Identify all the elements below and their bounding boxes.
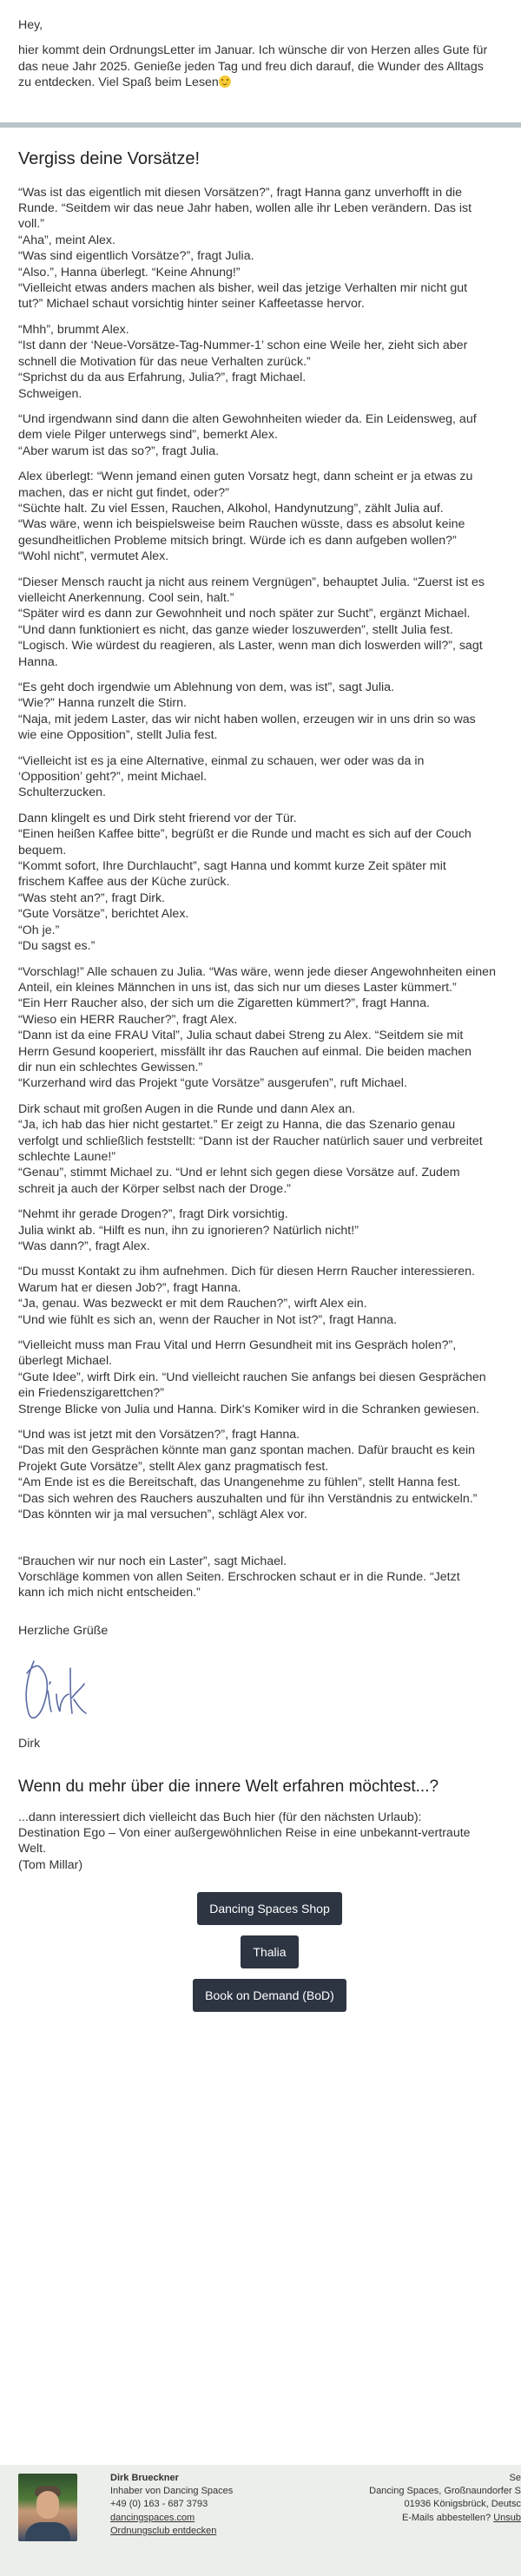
story-paragraph bbox=[18, 1101, 521, 1197]
footer-phone: +49 (0) 163 - 687 3793 bbox=[110, 2499, 208, 2510]
closing-line: kann ich mich nicht entscheiden.” bbox=[18, 1586, 201, 1600]
story-line: “Einen heißen Kaffee bitte”, begrüßt er die Runde und macht es sich auf der Couch bbox=[18, 827, 472, 842]
handwritten-signature bbox=[18, 1642, 88, 1729]
avatar bbox=[18, 2474, 77, 2541]
intro-line: das neue Jahr 2025. Genieße jeden Tag und freu dich darauf, die Wunder des Alltags bbox=[18, 59, 484, 74]
story-line: tut?” Michael schaut vorsichtig hinter seiner Kaffeetasse hervor. bbox=[18, 297, 365, 312]
story-line: “Ist dann der ‘Neue-Vorsätze-Tag-Nummer-1’ schon eine Weile her, zieht sich aber bbox=[18, 338, 468, 353]
story-paragraph bbox=[18, 575, 521, 670]
story-line: “Was sind eigentlich Vorsätze?”, fragt Julia. bbox=[18, 249, 254, 264]
story-line: gesundheitlichen Probleme mitsich bringt. Würde ich es dann aufgeben wollen?” bbox=[18, 533, 457, 548]
website-link[interactable]: dancingspaces.com bbox=[110, 2512, 195, 2523]
story-line: “Süchte halt. Zu viel Essen, Rauchen, Alkohol, Handynutzung”, zählt Julia auf. bbox=[18, 501, 444, 516]
closing-line: Vorschläge kommen von allen Seiten. Erschrocken schaut er in die Runde. “Jetzt bbox=[18, 1569, 460, 1584]
closing-paragraph bbox=[18, 1554, 521, 1601]
story-paragraph bbox=[18, 185, 521, 312]
book-line: Welt. bbox=[18, 1842, 47, 1856]
story-paragraph bbox=[18, 1206, 521, 1254]
story-line: Anteil, ein kleines Männchen in uns ist, das sich nur um dieses Laster kümmert.” bbox=[18, 980, 457, 995]
unsubscribe-line bbox=[347, 2512, 521, 2525]
story-line: “Oh je.” bbox=[18, 923, 60, 937]
dancing-spaces-shop-button[interactable]: Dancing Spaces Shop bbox=[197, 1892, 342, 1925]
book-paragraph bbox=[18, 1810, 521, 1874]
story-line: “Wohl nicht”, vermutet Alex. bbox=[18, 549, 169, 564]
story-line: “Am Ende ist es die Bereitschaft, das Unangenehme zu fühlen”, stellt Hanna fest. bbox=[18, 1475, 461, 1490]
story-line: schlechte Laune!” bbox=[18, 1149, 115, 1164]
story-paragraph bbox=[18, 322, 521, 402]
shop-buttons bbox=[18, 1892, 521, 2021]
story-line: schnell die Motivation für das neue Verhalten zurück.” bbox=[18, 354, 311, 369]
book-line: (Tom Millar) bbox=[18, 1857, 83, 1872]
story-line: “Aber warum ist das so?”, fragt Julia. bbox=[18, 444, 220, 458]
story-line: “Kurzerhand wird das Projekt “gute Vorsätze” ausgerufen”, ruft Michael. bbox=[18, 1076, 407, 1091]
story-body bbox=[18, 185, 521, 1523]
story-line: bequem. bbox=[18, 843, 67, 858]
story-line: “Später wird es dann zur Gewohnheit und noch später zur Sucht”, ergänzt Michael. bbox=[18, 607, 471, 621]
story-paragraph bbox=[18, 811, 521, 955]
footer-name: Dirk Brueckner bbox=[110, 2473, 179, 2483]
story-line: “Logisch. Wie würdest du reagieren, als Laster, wenn man dich loswerden will?”, sagt bbox=[18, 639, 483, 654]
story-line: “Was ist das eigentlich mit diesen Vorsätzen?”, fragt Hanna ganz unverhofft in die bbox=[18, 185, 463, 200]
intro-line: hier kommt dein OrdnungsLetter im Januar. Ich wünsche dir von Herzen alles Gute für bbox=[18, 43, 488, 58]
story-line: voll.” bbox=[18, 217, 44, 232]
intro-line bbox=[18, 75, 521, 90]
story-line: “Ein Herr Raucher also, der sich um die Zigaretten kümmert?”, fragt Hanna. bbox=[18, 996, 430, 1011]
footer-address-line: Dancing Spaces, Großnaundorfer S bbox=[369, 2486, 521, 2497]
story-line: “Naja, mit jedem Laster, das wir nicht haben wollen, erzeugen wir in uns drin so was bbox=[18, 712, 476, 726]
story-line: überlegt Michael. bbox=[18, 1354, 113, 1369]
story-line: “Vielleicht muss man Frau Vital und Herrn Gesundheit mit ins Gespräch holen?”, bbox=[18, 1338, 457, 1353]
story-paragraph bbox=[18, 680, 521, 744]
signer-name: Dirk bbox=[18, 1737, 41, 1751]
story-line: “Kommt sofort, Ihre Durchlaucht”, sagt Hanna und kommt kurze Zeit später mit bbox=[18, 859, 446, 874]
story-line: “Und wie fühlt es sich an, wenn der Raucher in Not ist?”, fragt Hanna. bbox=[18, 1312, 398, 1327]
story-paragraph bbox=[18, 411, 521, 459]
story-line: Dirk schaut mit großen Augen in die Runde und dann Alex an. bbox=[18, 1101, 356, 1116]
email-footer bbox=[0, 2465, 521, 2576]
story-line: “Du sagst es.” bbox=[18, 939, 96, 954]
story-line: frischem Kaffee aus der Küche zurück. bbox=[18, 875, 230, 890]
footer-right-top: Se bbox=[509, 2473, 521, 2483]
story-paragraph bbox=[18, 753, 521, 801]
intro-text: zu entdecken. Viel Spaß beim Lesen bbox=[18, 76, 219, 90]
story-line: machen, das er nicht gut findet, oder?” bbox=[18, 485, 229, 500]
story-line: “Was steht an?”, fragt Dirk. bbox=[18, 890, 165, 905]
story-line: “Das sich wehren des Rauchers auszuhalten und für ihn Verständnis zu entwickeln.” bbox=[18, 1491, 478, 1506]
story-line: vielleicht Anerkennung. Cool sein, halt.” bbox=[18, 590, 234, 605]
story-line: Herrn Gesund kooperiert, missfällt ihr das Rauchen auf einmal. Die beiden machen bbox=[18, 1044, 472, 1059]
signature-image bbox=[18, 1642, 521, 1731]
book-heading: Wenn du mehr über die innere Welt erfahren möchtest...? bbox=[18, 1777, 439, 1796]
story-line: Projekt Gute Vorsätze”, stellt Alex ganz pragmatisch fest. bbox=[18, 1459, 329, 1474]
story-line: Runde. “Seitdem wir das neue Jahr haben, wollen alle ihr Leben verändern. Das ist bbox=[18, 201, 472, 216]
story-paragraph bbox=[18, 1337, 521, 1417]
story-line: dem viele Pilger unterwegs sind”, bemerkt Alex. bbox=[18, 428, 278, 443]
story-line: Warum hat er diesen Job?”, fragt Hanna. bbox=[18, 1280, 241, 1295]
story-line: Schulterzucken. bbox=[18, 785, 106, 800]
story-line: Alex überlegt: “Wenn jemand einen guten Vorsatz hegt, dann scheint er ja etwas zu bbox=[18, 470, 473, 484]
story-line: dir nun ein schlechtes Gewissen.” bbox=[18, 1060, 203, 1074]
story-paragraph bbox=[18, 469, 521, 564]
story-line: “Gute Idee”, wirft Dirk ein. “Und vielleicht rauchen Sie anfangs bei diesen Gesprächen bbox=[18, 1370, 486, 1384]
story-line: “Es geht doch irgendwie um Ablehnung von dem, was ist”, sagt Julia. bbox=[18, 680, 394, 694]
story-line: “Vorschlag!” Alle schauen zu Julia. “Was wäre, wenn jede dieser Angewohnheiten einen bbox=[18, 964, 496, 979]
story-line: “Und dann funktioniert es nicht, das ganze wieder loszuwerden”, stellt Julia fest. bbox=[18, 622, 453, 637]
story-line: “Was dann?”, fragt Alex. bbox=[18, 1239, 150, 1253]
story-line: “Was wäre, wenn ich beispielsweise beim Rauchen wüsste, dass es absolut keine bbox=[18, 517, 465, 532]
story-line: Strenge Blicke von Julia und Hanna. Dirk's Komiker wird in die Schranken gewiesen. bbox=[18, 1402, 480, 1416]
smiley-icon bbox=[219, 76, 231, 88]
story-paragraph bbox=[18, 964, 521, 1092]
story-line: “Vielleicht etwas anders machen als bisher, weil das jetzige Verhalten mir nicht gut bbox=[18, 281, 468, 296]
story-line: “Gute Vorsätze”, berichtet Alex. bbox=[18, 907, 189, 922]
footer-address bbox=[347, 2472, 521, 2525]
story-line: “Das mit den Gesprächen könnte man ganz spontan machen. Dafür braucht es kein bbox=[18, 1443, 476, 1458]
story-line: verfolgt und schließlich feststellt: “Dann ist der Raucher natürlich sauer und verbreitet bbox=[18, 1134, 483, 1148]
book-line: Destination Ego – Von einer außergewöhnlichen Reise in eine unbekannt-vertraute bbox=[18, 1825, 471, 1840]
story-line: ein Friedenszigarettchen?” bbox=[18, 1386, 164, 1401]
story-line: “Wieso ein HERR Raucher?”, fragt Alex. bbox=[18, 1012, 238, 1027]
thalia-button[interactable]: Thalia bbox=[241, 1935, 298, 1968]
story-line: “Du musst Kontakt zu ihm aufnehmen. Dich für diesen Herrn Raucher interessieren. bbox=[18, 1265, 475, 1279]
story-line: “Genau”, stimmt Michael zu. “Und er lehnt sich gegen diese Vorsätze auf. Zudem bbox=[18, 1166, 460, 1180]
intro-paragraph bbox=[18, 43, 521, 90]
greeting: Hey, bbox=[18, 18, 43, 32]
story-line: “Sprichst du da aus Erfahrung, Julia?”, fragt Michael. bbox=[18, 371, 307, 385]
story-line: “Und irgendwann sind dann die alten Gewohnheiten wieder da. Ein Leidensweg, auf bbox=[18, 411, 477, 426]
story-line: “Nehmt ihr gerade Drogen?”, fragt Dirk vorsichtig. bbox=[18, 1207, 288, 1222]
unsubscribe-link[interactable]: Unsub bbox=[493, 2512, 521, 2523]
story-line: “Und was ist jetzt mit den Vorsätzen?”, fragt Hanna. bbox=[18, 1428, 300, 1442]
story-line: “Dieser Mensch raucht ja nicht aus reinem Vergnügen”, behauptet Julia. “Zuerst ist es bbox=[18, 575, 485, 589]
story-line: “Wie?” Hanna runzelt die Stirn. bbox=[18, 696, 187, 711]
story-line: “Ja, ich hab das hier nicht gestartet.” Er zeigt zu Hanna, die das Szenario genau bbox=[18, 1118, 456, 1133]
avatar-shirt bbox=[25, 2522, 70, 2541]
footer-role: Inhaber von Dancing Spaces bbox=[110, 2486, 234, 2497]
story-line: “Aha”, meint Alex. bbox=[18, 233, 115, 247]
section-divider bbox=[0, 122, 521, 128]
story-line: Schweigen. bbox=[18, 386, 82, 401]
regards: Herzliche Grüße bbox=[18, 1623, 109, 1638]
story-line: “Ja, genau. Was bezweckt er mit dem Rauchen?”, wirft Alex ein. bbox=[18, 1297, 367, 1311]
book-on-demand-button[interactable]: Book on Demand (BoD) bbox=[193, 1979, 346, 2012]
footer-contact bbox=[110, 2472, 233, 2538]
unsubscribe-prefix: E-Mails abbestellen? bbox=[402, 2512, 491, 2523]
story-line: “Das könnten wir ja mal versuchen”, schlägt Alex vor. bbox=[18, 1508, 307, 1522]
story-line: Dann klingelt es und Dirk steht frierend vor der Tür. bbox=[18, 811, 297, 825]
story-line: Julia winkt ab. “Hilft es nun, ihn zu ignorieren? Natürlich nicht!” bbox=[18, 1223, 359, 1238]
story-paragraph bbox=[18, 1264, 521, 1328]
story-line: “Dann ist da eine FRAU Vital”, Julia schaut dabei Streng zu Alex. “Seitdem sie mit bbox=[18, 1028, 464, 1043]
story-title: Vergiss deine Vorsätze! bbox=[18, 148, 201, 168]
story-paragraph bbox=[18, 1427, 521, 1522]
ordnungsclub-link[interactable]: Ordnungsclub entdecken bbox=[110, 2525, 217, 2536]
story-line: “Mhh”, brummt Alex. bbox=[18, 322, 129, 337]
book-line: ...dann interessiert dich vielleicht das Buch hier (für den nächsten Urlaub): bbox=[18, 1810, 422, 1824]
story-line: Hanna. bbox=[18, 654, 58, 669]
story-line: ‘Opposition’ geht?”, meint Michael. bbox=[18, 770, 208, 785]
avatar-face bbox=[36, 2491, 59, 2519]
story-line: “Vielleicht ist es ja eine Alternative, einmal zu schauen, wer oder was da in bbox=[18, 753, 425, 768]
spacer bbox=[18, 1533, 521, 1554]
story-line: “Also.”, Hanna überlegt. “Keine Ahnung!” bbox=[18, 265, 241, 279]
closing-line: “Brauchen wir nur noch ein Laster”, sagt Michael. bbox=[18, 1554, 287, 1568]
story-line: schreit ja auch der Körper selbst nach der Droge.” bbox=[18, 1181, 291, 1196]
footer-address-line: 01936 Königsbrück, Deutsc bbox=[404, 2499, 521, 2510]
story-line: wie eine Opposition”, stellt Julia fest. bbox=[18, 728, 218, 743]
